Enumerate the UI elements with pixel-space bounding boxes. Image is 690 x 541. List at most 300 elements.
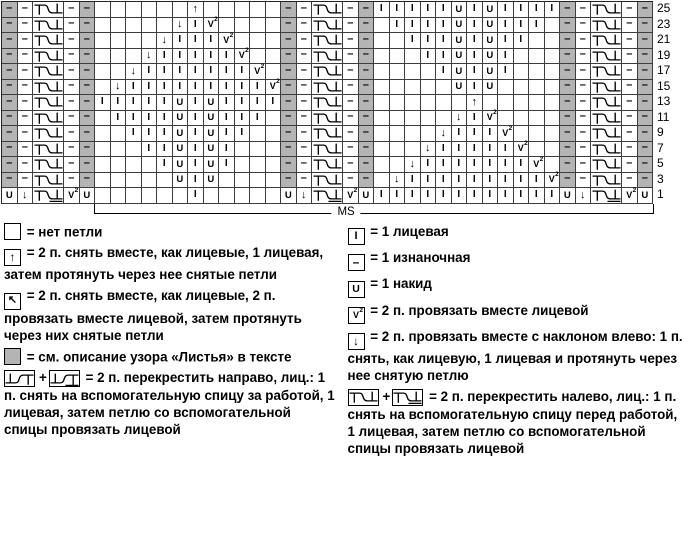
purl-icon: –: [300, 156, 307, 169]
k2tog-icon: V 2: [502, 124, 513, 138]
purl-icon: –: [579, 32, 586, 45]
purl-icon: –: [579, 141, 586, 154]
purl-icon: –: [564, 125, 571, 138]
knit-icon: I: [178, 34, 182, 46]
chart-cell: [638, 142, 654, 158]
legend-item: [348, 328, 689, 384]
purl-icon: –: [362, 94, 369, 107]
purl-icon: –: [285, 94, 292, 107]
chart-cell: [126, 111, 142, 127]
chart-cell: [142, 2, 158, 18]
chart-cell: [281, 2, 297, 18]
purl-icon: –: [626, 110, 633, 123]
chart-cell: [18, 126, 34, 142]
chart-cell: [126, 126, 142, 142]
plus-sign: +: [382, 388, 391, 404]
cable-cross-left-icon: [592, 111, 621, 125]
chart-cell: [560, 173, 576, 189]
chart-cell: [95, 111, 111, 127]
chart-cell: [483, 49, 499, 65]
chart-cell: [545, 95, 561, 111]
purl-icon: –: [626, 125, 633, 138]
chart-cell: [80, 126, 96, 142]
knit-icon: I: [534, 3, 538, 15]
knit-icon: I: [100, 96, 104, 108]
chart-cell: [80, 49, 96, 65]
chart-cell: [591, 188, 622, 204]
purl-icon: –: [362, 32, 369, 45]
legend-text: = 2 п. провязать вместе лицевой: [370, 302, 589, 318]
chart-cell: [312, 95, 343, 111]
chart-cell: [374, 126, 390, 142]
chart-cell: [421, 157, 437, 173]
legend-column-right: [348, 223, 689, 461]
knit-icon: I: [162, 96, 166, 108]
cable-cross-left-icon: [313, 33, 342, 47]
chart-cell: [188, 18, 204, 34]
purl-icon: –: [347, 79, 354, 92]
chart-row: [2, 64, 653, 80]
chart-cell: [483, 18, 499, 34]
k2tog-icon: V 2: [548, 171, 559, 185]
chart-cell: [173, 188, 189, 204]
chart-cell: [33, 2, 64, 18]
chart-cell: [2, 173, 18, 189]
legend-text: = 2 п. перекрестить направо, лиц.: 1 п. снять на вспомогательную спицу за работой, 1 лицевая, затем петлю со вспомогательной спицы провязать лицевой: [4, 370, 335, 438]
yarnover-icon: U: [176, 174, 184, 185]
purl-icon: –: [285, 63, 292, 76]
knit-icon: I: [519, 189, 523, 201]
purl-icon: –: [285, 110, 292, 123]
chart-cell: [235, 95, 251, 111]
chart-cell: [157, 188, 173, 204]
chart-cell: [312, 126, 343, 142]
chart-cell: [622, 142, 638, 158]
knit-icon: I: [472, 158, 476, 170]
chart-cell: [281, 126, 297, 142]
cdd-arrow-icon: ↑: [4, 249, 21, 266]
k2tog-icon: V 2: [68, 186, 79, 200]
purl-icon: –: [641, 172, 648, 185]
chart-cell: [142, 157, 158, 173]
knit-icon: I: [178, 65, 182, 77]
purl-icon: –: [6, 17, 13, 30]
chart-cell: [390, 2, 406, 18]
chart-cell: [452, 2, 468, 18]
k2tog-icon: V 2: [238, 47, 249, 61]
legend-text: = 2 п. перекрестить налево, лиц.: 1 п. снять на вспомогательную спицу перед работой, 1 лицевая, затем петлю со вспомогательной спицы провязать лицевой: [347, 388, 678, 456]
knit-icon: I: [441, 34, 445, 46]
chart-cell: [250, 2, 266, 18]
chart-cell: [95, 142, 111, 158]
legend-item: [348, 249, 689, 271]
chart-cell: [359, 2, 375, 18]
chart-cell: [436, 142, 452, 158]
chart-cell: [111, 18, 127, 34]
chart-cell: [219, 142, 235, 158]
purl-icon: –: [68, 79, 75, 92]
chart-cell: [173, 80, 189, 96]
legend-item: [348, 275, 689, 298]
chart-cell: [529, 111, 545, 127]
purl-icon: –: [579, 17, 586, 30]
chart-cell: [452, 188, 468, 204]
knit-icon: I: [162, 111, 166, 123]
chart-cell: [498, 173, 514, 189]
chart-cell: [142, 18, 158, 34]
knit-icon: I: [193, 80, 197, 92]
chart-cell: [514, 64, 530, 80]
yarnover-icon: U: [284, 189, 292, 201]
chart-cell: [219, 64, 235, 80]
chart-cell: [498, 18, 514, 34]
purl-icon: –: [6, 141, 13, 154]
knit-icon: I: [162, 65, 166, 77]
chart-cell: [188, 49, 204, 65]
chart-cell: [359, 49, 375, 65]
knit-icon: I: [426, 3, 430, 15]
chart-cell: [591, 2, 622, 18]
knit-icon: I: [503, 189, 507, 201]
chart-cell: [33, 173, 64, 189]
chart-cell: [204, 80, 220, 96]
chart-cell: [157, 95, 173, 111]
chart-cell: [436, 80, 452, 96]
purl-icon: –: [362, 156, 369, 169]
chart-cell: [390, 95, 406, 111]
chart-cell: [64, 64, 80, 80]
chart-cell: [219, 173, 235, 189]
purl-icon: –: [626, 172, 633, 185]
chart-cell: [266, 49, 282, 65]
chart-cell: [111, 157, 127, 173]
skp-arrow-icon: ↓: [22, 188, 28, 201]
k2tog-icon: V 2: [348, 307, 365, 324]
chart-cell: [638, 188, 654, 204]
chart-cell: [33, 111, 64, 127]
knit-icon: I: [193, 18, 197, 30]
purl-icon: –: [83, 63, 90, 76]
chart-cell: [498, 111, 514, 127]
chart-cell: [173, 142, 189, 158]
chart-cell: [405, 111, 421, 127]
knit-icon: I: [131, 111, 135, 123]
purl-icon: –: [21, 48, 28, 61]
purl-icon: –: [579, 1, 586, 14]
purl-icon: –: [68, 17, 75, 30]
chart-cell: [2, 33, 18, 49]
chart-cell: [390, 157, 406, 173]
chart-cell: [576, 33, 592, 49]
skp-arrow-icon: ↓: [425, 142, 431, 155]
legend-text: = см. описание узора «Листья» в тексте: [26, 349, 292, 365]
k2tog-icon: V 2: [269, 78, 280, 92]
chart-cell: [467, 157, 483, 173]
chart-cell: [390, 18, 406, 34]
chart-cell: [498, 157, 514, 173]
chart-cell: [281, 80, 297, 96]
purl-icon: –: [21, 79, 28, 92]
purl-icon: –: [83, 94, 90, 107]
purl-icon: –: [300, 94, 307, 107]
chart-cell: [80, 80, 96, 96]
knit-icon: I: [131, 96, 135, 108]
cable-cross-left-icon: [34, 173, 63, 187]
chart-cell: [281, 157, 297, 173]
chart-cell: [2, 49, 18, 65]
chart-cell: [390, 33, 406, 49]
chart-cell: [436, 111, 452, 127]
chart-cell: [173, 2, 189, 18]
chart-cell: [64, 80, 80, 96]
purl-icon: –: [83, 79, 90, 92]
purl-icon: –: [347, 156, 354, 169]
chart-cell: [359, 126, 375, 142]
chart-cell: [250, 142, 266, 158]
chart-cell: [235, 33, 251, 49]
chart-cell: [173, 111, 189, 127]
chart-cell: [545, 188, 561, 204]
chart-cell: [297, 188, 313, 204]
chart-cell: [204, 18, 220, 34]
purl-icon: –: [21, 172, 28, 185]
knit-icon: I: [209, 34, 213, 46]
chart-cell: [483, 111, 499, 127]
yarnover-icon: U: [176, 127, 184, 139]
knit-icon: I: [224, 127, 228, 139]
cable-cross-left-icon: [34, 49, 63, 63]
chart-cell: [219, 33, 235, 49]
chart-cell: [560, 111, 576, 127]
chart-cell: [219, 18, 235, 34]
knit-icon: I: [240, 96, 244, 108]
row-number: 21: [657, 32, 671, 46]
yarnover-icon: U: [563, 189, 571, 201]
chart-cell: [266, 142, 282, 158]
chart-cell: [142, 95, 158, 111]
chart-cell: [405, 126, 421, 142]
chart-cell: [405, 18, 421, 34]
chart-cell: [436, 49, 452, 65]
chart-cell: [405, 64, 421, 80]
purl-icon: –: [626, 156, 633, 169]
chart-cell: [638, 111, 654, 127]
chart-cell: [421, 33, 437, 49]
chart-cell: [560, 64, 576, 80]
purl-icon: –: [68, 156, 75, 169]
yarnover-icon: U: [641, 189, 649, 201]
purl-icon: –: [300, 63, 307, 76]
k2tog-icon: V 2: [223, 31, 234, 45]
cable-cross-left-icon: [34, 64, 63, 78]
chart-cell: [297, 18, 313, 34]
knit-icon: I: [441, 65, 445, 77]
knit-icon: I: [395, 189, 399, 201]
chart-cell: [33, 157, 64, 173]
chart-cell: [111, 33, 127, 49]
purl-icon: –: [68, 48, 75, 61]
chart-cell: [529, 80, 545, 96]
chart-cell: [297, 95, 313, 111]
cable-cross-left-icon: [34, 157, 63, 171]
chart-cell: [219, 126, 235, 142]
purl-icon: –: [347, 1, 354, 14]
knit-icon: I: [550, 189, 554, 201]
chart-cell: [250, 18, 266, 34]
knit-icon: I: [224, 158, 228, 170]
chart-row: [2, 188, 653, 204]
chart-cell: [33, 126, 64, 142]
chart-cell: [560, 142, 576, 158]
cable-cross-left-icon: [313, 95, 342, 109]
chart-cell: [188, 2, 204, 18]
chart-cell: [250, 49, 266, 65]
purl-icon: –: [626, 1, 633, 14]
purl-icon: –: [362, 1, 369, 14]
chart-cell: [436, 33, 452, 49]
chart-cell: [359, 157, 375, 173]
chart-cell: [204, 142, 220, 158]
chart-cell: [266, 80, 282, 96]
chart-cell: [483, 142, 499, 158]
chart-cell: [219, 2, 235, 18]
chart-cell: [421, 142, 437, 158]
chart-cell: [95, 2, 111, 18]
chart-cell: [80, 95, 96, 111]
chart-cell: [514, 33, 530, 49]
knit-icon: I: [147, 142, 151, 154]
chart-cell: [359, 18, 375, 34]
legend-item: [4, 348, 338, 366]
chart-cell: [452, 173, 468, 189]
cable-cross-left-icon: [592, 95, 621, 109]
purl-icon: –: [564, 172, 571, 185]
knit-icon: I: [441, 49, 445, 61]
k2tog-icon: V 2: [517, 140, 528, 154]
k2tog-icon: V 2: [207, 16, 218, 30]
chart-cell: [560, 33, 576, 49]
knit-icon: I: [379, 189, 383, 201]
chart-cell: [33, 18, 64, 34]
chart-cell: [95, 18, 111, 34]
cable-cross-left-icon: [34, 95, 63, 109]
chart-cell: [64, 49, 80, 65]
yarnover-icon: U: [486, 50, 494, 61]
chart-cell: [33, 49, 64, 65]
purl-icon: –: [626, 48, 633, 61]
chart-cell: [235, 80, 251, 96]
chart-cell: [359, 173, 375, 189]
chart-cell: [111, 49, 127, 65]
chart-cell: [498, 188, 514, 204]
chart-cell: [95, 33, 111, 49]
chart-cell: [514, 157, 530, 173]
chart-cell: [343, 18, 359, 34]
chart-cell: [545, 18, 561, 34]
chart-cell: [33, 80, 64, 96]
chart-cell: [235, 157, 251, 173]
chart-cell: [421, 188, 437, 204]
purl-icon: –: [347, 48, 354, 61]
double-decrease-arrow-icon: ↖: [4, 293, 21, 310]
chart-cell: [64, 126, 80, 142]
purl-icon: –: [641, 17, 648, 30]
purl-icon: –: [641, 141, 648, 154]
chart-cell: [638, 18, 654, 34]
chart-cell: [467, 64, 483, 80]
chart-cell: [312, 157, 343, 173]
chart-cell: [173, 49, 189, 65]
knit-icon: I: [472, 80, 476, 92]
chart-cell: [18, 95, 34, 111]
chart-cell: [576, 157, 592, 173]
chart-cell: [266, 188, 282, 204]
purl-icon: –: [83, 17, 90, 30]
chart-cell: [498, 80, 514, 96]
knit-icon: I: [224, 96, 228, 108]
knit-icon: I: [116, 111, 120, 123]
plus-sign: +: [39, 370, 47, 386]
cdd-arrow-icon: ↑: [471, 95, 477, 108]
skp-arrow-icon: ↓: [115, 80, 121, 93]
knit-icon: I: [224, 49, 228, 61]
knit-icon: I: [457, 127, 461, 139]
chart-cell: [514, 80, 530, 96]
chart-cell: [266, 95, 282, 111]
purl-icon: –: [564, 48, 571, 61]
chart-cell: [80, 188, 96, 204]
chart-cell: [80, 18, 96, 34]
chart-cell: [390, 111, 406, 127]
cable-cross-left-icon: [34, 111, 63, 125]
chart-cell: [638, 157, 654, 173]
chart-cell: [452, 142, 468, 158]
purl-icon: –: [300, 110, 307, 123]
knit-icon: I: [488, 189, 492, 201]
chart-cell: [343, 126, 359, 142]
purl-icon: –: [641, 1, 648, 14]
cable-cross-left-icon: [34, 142, 63, 156]
chart-cell: [297, 33, 313, 49]
pattern-repeat-bracket: [94, 204, 654, 218]
knit-icon: I: [441, 173, 445, 185]
purl-icon: –: [68, 1, 75, 14]
purl-icon: –: [348, 254, 365, 271]
skp-arrow-icon: ↓: [409, 157, 415, 170]
knit-icon: I: [255, 96, 259, 108]
chart-cell: [405, 173, 421, 189]
cable-cross-left-icon: [592, 80, 621, 94]
chart-cell: [529, 142, 545, 158]
purl-icon: –: [83, 156, 90, 169]
yarnover-icon: U: [207, 96, 215, 108]
skp-arrow-icon: ↓: [394, 173, 400, 186]
cable-cross-right-icon: [50, 372, 79, 386]
cable-cross-left-icon: [592, 157, 621, 171]
cable-cross-left-icon: [313, 111, 342, 125]
purl-icon: –: [362, 125, 369, 138]
chart-cell: [297, 64, 313, 80]
row-number: 25: [657, 1, 671, 15]
purl-icon: –: [21, 1, 28, 14]
chart-cell: [111, 126, 127, 142]
purl-icon: –: [6, 63, 13, 76]
chart-cell: [204, 33, 220, 49]
row-number: 19: [657, 47, 671, 62]
chart-cell: [111, 64, 127, 80]
purl-icon: –: [626, 32, 633, 45]
chart-cell: [622, 173, 638, 189]
